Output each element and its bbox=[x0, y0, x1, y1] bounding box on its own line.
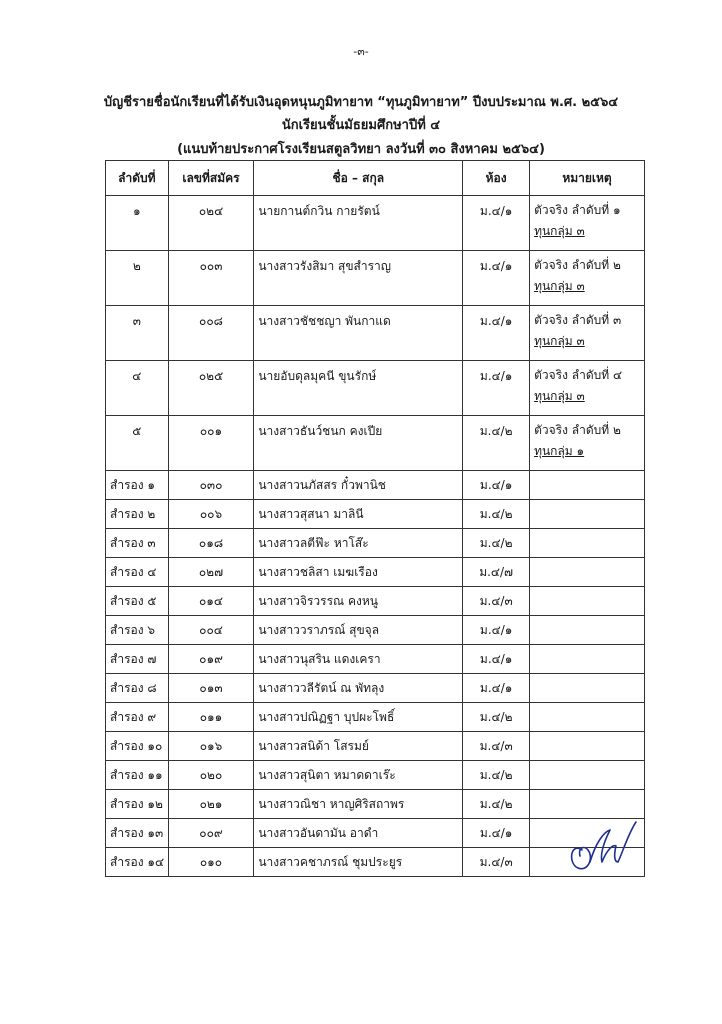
name-cell: นางสาวณิชา หาญศิริสถาพร bbox=[254, 790, 463, 819]
document-subtitle: นักเรียนชั้นมัธยมศึกษาปีที่ ๔ bbox=[281, 118, 441, 133]
order-cell: สำรอง ๒ bbox=[106, 500, 169, 529]
application-no-cell: ๐๓๐ bbox=[168, 471, 254, 500]
remark-cell bbox=[530, 306, 645, 361]
table-row bbox=[106, 732, 645, 761]
remark-status: ตัวจริง ลำดับที่ ๑ bbox=[534, 203, 621, 217]
name-cell: นางสาวคชาภรณ์ ชุมประยูร bbox=[254, 848, 463, 877]
remark-cell bbox=[530, 529, 645, 558]
remark-group: ทุนกลุ่ม ๑ bbox=[534, 444, 585, 458]
header-remark: หมายเหตุ bbox=[530, 161, 645, 196]
remark-cell bbox=[530, 616, 645, 645]
table-row bbox=[106, 558, 645, 587]
remark-cell bbox=[530, 645, 645, 674]
table-row bbox=[106, 416, 645, 471]
name-cell: นางสาวลตีฟ๊ะ หาโส๊ะ bbox=[254, 529, 463, 558]
signature-mark bbox=[560, 812, 650, 882]
application-no-cell: ๐๐๘ bbox=[168, 306, 254, 361]
table-row bbox=[106, 500, 645, 529]
remark-cell bbox=[530, 703, 645, 732]
order-cell: สำรอง ๖ bbox=[106, 616, 169, 645]
application-no-cell: ๐๒๕ bbox=[168, 361, 254, 416]
remark-cell bbox=[530, 500, 645, 529]
room-cell: ม.๔/๒ bbox=[463, 500, 530, 529]
remark-cell bbox=[530, 761, 645, 790]
application-no-cell: ๐๑๑ bbox=[168, 703, 254, 732]
table-row bbox=[106, 471, 645, 500]
order-cell: สำรอง ๓ bbox=[106, 529, 169, 558]
application-no-cell: ๐๑๓ bbox=[168, 674, 254, 703]
room-cell: ม.๔/๑ bbox=[463, 306, 530, 361]
application-no-cell: ๐๑๘ bbox=[168, 529, 254, 558]
remark-group: ทุนกลุ่ม ๓ bbox=[534, 279, 585, 293]
room-cell: ม.๔/๒ bbox=[463, 416, 530, 471]
application-no-cell: ๐๐๑ bbox=[168, 416, 254, 471]
remark-cell bbox=[530, 732, 645, 761]
application-no-cell: ๐๒๑ bbox=[168, 790, 254, 819]
order-cell: สำรอง ๑๓ bbox=[106, 819, 169, 848]
table-row bbox=[106, 306, 645, 361]
application-no-cell: ๐๒๔ bbox=[168, 196, 254, 251]
name-cell: นางสาวปณิฏฐา บุปผะโพธิ์ bbox=[254, 703, 463, 732]
order-cell: สำรอง ๔ bbox=[106, 558, 169, 587]
name-cell: นางสาวนภัสสร กั๋วพานิช bbox=[254, 471, 463, 500]
name-cell: นางสาวสุนิตา หมาดดาเร๊ะ bbox=[254, 761, 463, 790]
application-no-cell: ๐๑๐ bbox=[168, 848, 254, 877]
application-no-cell: ๐๐๓ bbox=[168, 251, 254, 306]
application-no-cell: ๐๐๖ bbox=[168, 500, 254, 529]
name-cell: นางสาวธันว์ชนก คงเปีย bbox=[254, 416, 463, 471]
remark-cell bbox=[530, 361, 645, 416]
name-cell: นางสาวอันดามัน อาดำ bbox=[254, 819, 463, 848]
room-cell: ม.๔/๑ bbox=[463, 616, 530, 645]
room-cell: ม.๔/๑ bbox=[463, 674, 530, 703]
document-title: บัญชีรายชื่อนักเรียนที่ได้รับเงินอุดหนุนภูมิทายาท “ทุนภูมิทายาท” ปีงบประมาณ พ.ศ. ๒๕๖๔ bbox=[103, 95, 619, 110]
room-cell: ม.๔/๓ bbox=[463, 848, 530, 877]
room-cell: ม.๔/๑ bbox=[463, 471, 530, 500]
order-cell: ๔ bbox=[106, 361, 169, 416]
header-order: ลำดับที่ bbox=[106, 161, 169, 196]
name-cell: นางสาวสุสนา มาลินี bbox=[254, 500, 463, 529]
application-no-cell: ๐๐๔ bbox=[168, 616, 254, 645]
order-cell: สำรอง ๙ bbox=[106, 703, 169, 732]
room-cell: ม.๔/๑ bbox=[463, 819, 530, 848]
room-cell: ม.๔/๑ bbox=[463, 196, 530, 251]
table-row bbox=[106, 529, 645, 558]
header-name: ชื่อ – สกุล bbox=[254, 161, 463, 196]
order-cell: ๕ bbox=[106, 416, 169, 471]
room-cell: ม.๔/๒ bbox=[463, 703, 530, 732]
order-cell: สำรอง ๗ bbox=[106, 645, 169, 674]
table-row bbox=[106, 587, 645, 616]
page-number: -๓- bbox=[353, 45, 369, 58]
order-cell: ๓ bbox=[106, 306, 169, 361]
table-header-row bbox=[106, 161, 645, 196]
order-cell: สำรอง ๑๒ bbox=[106, 790, 169, 819]
application-no-cell: ๐๐๙ bbox=[168, 819, 254, 848]
remark-group: ทุนกลุ่ม ๓ bbox=[534, 389, 585, 403]
table-body bbox=[106, 196, 645, 877]
order-cell: สำรอง ๑ bbox=[106, 471, 169, 500]
document-annex-note: (แนบท้ายประกาศโรงเรียนสตูลวิทยา ลงวันที่ ๓๐ สิงหาคม ๒๕๖๔) bbox=[177, 142, 545, 157]
table-row bbox=[106, 674, 645, 703]
table-row bbox=[106, 761, 645, 790]
room-cell: ม.๔/๑ bbox=[463, 361, 530, 416]
name-cell: นายอับดุลมุคนี ขุนรักษ์ bbox=[254, 361, 463, 416]
remark-cell bbox=[530, 674, 645, 703]
header-room: ห้อง bbox=[463, 161, 530, 196]
order-cell: สำรอง ๘ bbox=[106, 674, 169, 703]
remark-cell bbox=[530, 558, 645, 587]
remark-cell bbox=[530, 251, 645, 306]
name-cell: นางสาวนุสริน แดงเครา bbox=[254, 645, 463, 674]
order-cell: สำรอง ๕ bbox=[106, 587, 169, 616]
room-cell: ม.๔/๒ bbox=[463, 529, 530, 558]
room-cell: ม.๔/๓ bbox=[463, 732, 530, 761]
application-no-cell: ๐๑๔ bbox=[168, 587, 254, 616]
room-cell: ม.๔/๒ bbox=[463, 790, 530, 819]
remark-status: ตัวจริง ลำดับที่ ๒ bbox=[534, 258, 621, 272]
table-row bbox=[106, 251, 645, 306]
name-cell: นางสาววราภรณ์ สุขจุล bbox=[254, 616, 463, 645]
room-cell: ม.๔/๓ bbox=[463, 587, 530, 616]
remark-cell bbox=[530, 196, 645, 251]
application-no-cell: ๐๑๖ bbox=[168, 732, 254, 761]
name-cell: นางสาวสนิด้า โสรมย์ bbox=[254, 732, 463, 761]
order-cell: ๒ bbox=[106, 251, 169, 306]
name-cell: นายกานต์กวิน กายรัตน์ bbox=[254, 196, 463, 251]
order-cell: ๑ bbox=[106, 196, 169, 251]
name-cell: นางสาวจิรวรรณ คงหนู bbox=[254, 587, 463, 616]
remark-cell bbox=[530, 471, 645, 500]
scholarship-roster-table bbox=[105, 160, 645, 877]
remark-group: ทุนกลุ่ม ๓ bbox=[534, 334, 585, 348]
order-cell: สำรอง ๑๐ bbox=[106, 732, 169, 761]
room-cell: ม.๔/๑ bbox=[463, 251, 530, 306]
table-row bbox=[106, 196, 645, 251]
room-cell: ม.๔/๒ bbox=[463, 761, 530, 790]
remark-status: ตัวจริง ลำดับที่ ๓ bbox=[534, 313, 622, 327]
order-cell: สำรอง ๑๑ bbox=[106, 761, 169, 790]
table-row bbox=[106, 616, 645, 645]
remark-cell bbox=[530, 416, 645, 471]
remark-cell bbox=[530, 587, 645, 616]
application-no-cell: ๐๒๐ bbox=[168, 761, 254, 790]
application-no-cell: ๐๒๗ bbox=[168, 558, 254, 587]
name-cell: นางสาวชัชชญา พันกาแด bbox=[254, 306, 463, 361]
remark-group: ทุนกลุ่ม ๓ bbox=[534, 224, 585, 238]
room-cell: ม.๔/๑ bbox=[463, 645, 530, 674]
order-cell: สำรอง ๑๔ bbox=[106, 848, 169, 877]
name-cell: นางสาวรังสิมา สุขสำราญ bbox=[254, 251, 463, 306]
table-row bbox=[106, 703, 645, 732]
remark-status: ตัวจริง ลำดับที่ ๔ bbox=[534, 368, 623, 382]
room-cell: ม.๔/๗ bbox=[463, 558, 530, 587]
name-cell: นางสาววลีรัตน์ ณ พัทลุง bbox=[254, 674, 463, 703]
table-row bbox=[106, 645, 645, 674]
name-cell: นางสาวชลิสา เมฆเรือง bbox=[254, 558, 463, 587]
application-no-cell: ๐๑๙ bbox=[168, 645, 254, 674]
header-application-no: เลขที่สมัคร bbox=[168, 161, 254, 196]
table-row bbox=[106, 361, 645, 416]
remark-status: ตัวจริง ลำดับที่ ๒ bbox=[534, 423, 621, 437]
